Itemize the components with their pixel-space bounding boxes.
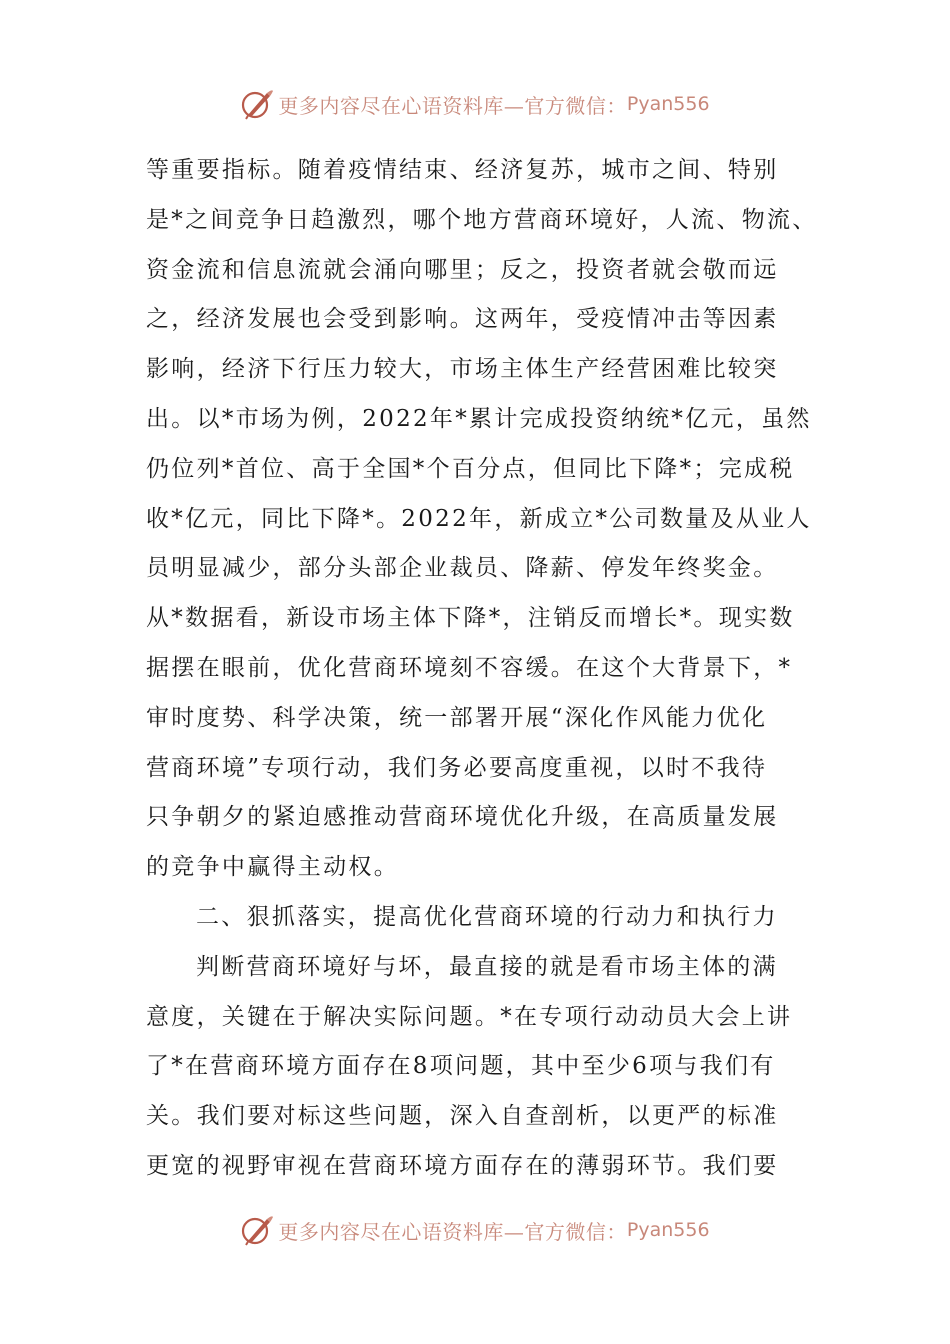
paragraph-line: 了*在营商环境方面存在8项问题，其中至少6项与我们有 (146, 1053, 776, 1080)
quill-logo-icon (240, 1213, 274, 1247)
watermark-text: 更多内容尽在心语资料库—官方微信： (278, 1219, 627, 1244)
document-body (146, 146, 818, 1192)
paragraph-line: 员明显减少，部分头部企业裁员、降薪、停发年终奖金。 (146, 555, 779, 582)
watermark-text: 更多内容尽在心语资料库—官方微信： (278, 93, 627, 118)
paragraph-line: 出。以*市场为例，2022年*累计完成投资纳统*亿元，虽然 (146, 405, 812, 432)
paragraph-line: 的竞争中赢得主动权。 (146, 854, 399, 881)
watermark-wechat-id: Pyan556 (626, 1219, 710, 1241)
paragraph-line: 仍位列*首位、高于全国*个百分点，但同比下降*；完成税 (146, 455, 795, 482)
watermark-wechat-id: Pyan556 (626, 93, 710, 115)
footer-watermark-banner (0, 1210, 950, 1250)
paragraph-line: 更宽的视野审视在营商环境方面存在的薄弱环节。我们要 (146, 1152, 779, 1179)
paragraph-line: 影响，经济下行压力较大，市场主体生产经营困难比较突 (146, 356, 779, 383)
paragraph-line: 收*亿元，同比下降*。2022年，新成立*公司数量及从业人 (146, 505, 812, 532)
paragraph-line: 据摆在眼前，优化营商环境刻不容缓。在这个大背景下，* (146, 654, 793, 681)
paragraph-line: 等重要指标。随着疫情结束、经济复苏，城市之间、特别 (146, 157, 779, 183)
paragraph-line: 只争朝夕的紧迫感推动营商环境优化升级，在高质量发展 (146, 804, 779, 831)
paragraph-line: 资金流和信息流就会涌向哪里；反之，投资者就会敬而远 (146, 256, 779, 283)
paragraph-line: 判断营商环境好与坏，最直接的就是看市场主体的满 (196, 953, 778, 980)
header-watermark-banner (0, 84, 950, 124)
paragraph-line: 关。我们要对标这些问题，深入自查剖析，以更严的标准 (146, 1103, 779, 1130)
quill-logo-icon (240, 87, 274, 121)
section-heading: 二、狠抓落实，提高优化营商环境的行动力和执行力 (196, 903, 778, 930)
paragraph-line: 营商环境”专项行动，我们务必要高度重视，以时不我待 (146, 754, 768, 781)
paragraph-line: 之，经济发展也会受到影响。这两年，受疫情冲击等因素 (146, 306, 779, 333)
paragraph-line: 意度，关键在于解决实际问题。*在专项行动动员大会上讲 (146, 1003, 793, 1030)
paragraph-line: 是*之间竞争日趋激烈，哪个地方营商环境好，人流、物流、 (146, 206, 818, 233)
paragraph-line: 审时度势、科学决策，统一部署开展“深化作风能力优化 (146, 704, 768, 731)
paragraph-line: 从*数据看，新设市场主体下降*，注销反而增长*。现实数 (146, 605, 795, 632)
